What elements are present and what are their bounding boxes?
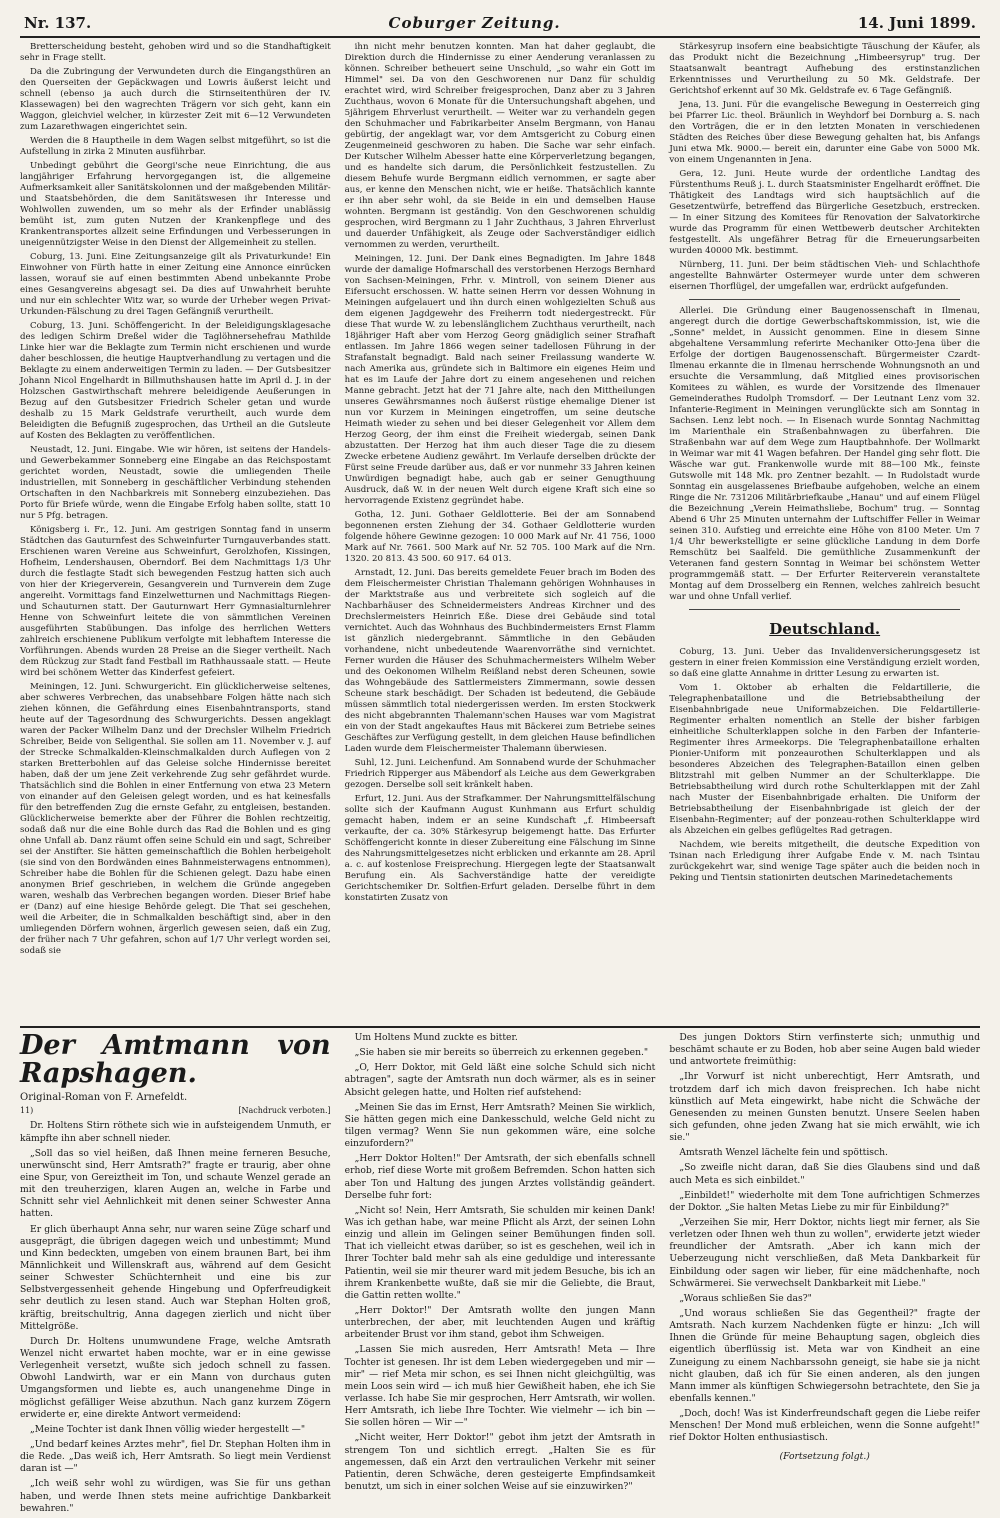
serial-paragraph: „Nicht so! Nein, Herr Amtsrath, Sie schulden mir keinen Dank! Was ich gethan habe, war meine Pflicht als Arzt, der seinen Lohn einzig und allein im Gelingen seiner Bemühungen finden soll. That ich vielleicht etwas darüber, so ist es geschehen, weil ich in Ihrer Tochter bald mehr sah als eine geduldige und interessante Patientin, weil sie mir theurer ward mit jedem Besuche, bis ich an ihrem Krankenbette wußte, daß sie mir die Geliebte, die Braut, die Gattin retten wollte." [344, 1204, 656, 1301]
serial-column-3 [669, 1032, 980, 1518]
issue-date: 14. Juni 1899. [857, 14, 976, 32]
issue-number: Nr. 137. [24, 14, 92, 32]
reprint-note-text: [Nachdruck verboten.] [238, 1105, 331, 1115]
serial-paragraph: „Lassen Sie mich ausreden, Herr Amtsrath! Meta — Ihre Tochter ist genesen. Ihr ist dem Leben wiedergegeben und mir — mir" — rief Meta mir schon, es sei Ihnen nicht gleichgültig, was mein Loos sein wird — ich muß hier Gewißheit haben, ehe ich Sie verlasse. Ich habe Sie mir gesprochen, Herr Amtsrath, wir wollen. Herr Amtsrath, ich liebe Ihre Tochter. Wie vielmehr — ich bin — Sie sollen hören — Wir —" [344, 1344, 656, 1429]
serial-paragraph: Um Holtens Mund zuckte es bitter. [354, 1032, 518, 1043]
news-article: Coburg, 13. Juni. Schöffengericht. In der Beleidigungsklagesache des ledigen Schirm Dreßel wider die Taglöhnersehefrau Mathilde Linke hier war die Beklagte zum Termin nicht erschienen und wurde daher beschlossen, die heutige Hauptverhandlung zu vertagen und die Beklagte zu einem anderweitigen Termin zu laden. — Der Gutsbesitzer Johann Nicol Engelhardt in Billmuthshausen hatte im April d. J. in der Holzschen Gastwirthschaft mehrere beleidigende Aeußerungen in Bezug auf den Gutsbesitzer Friedrich Scheler getan und wurde deshalb zu 15 Mark Geldstrafe verurtheilt, auch wurde dem Beleidigten die Befugniß zugesprochen, das Urtheil an die Gutsleute auf Kosten des Beklagten zu veröffentlichen. [20, 321, 331, 441]
section-heading: Deutschland. [769, 620, 881, 638]
serial-paragraph: Durch Dr. Holtens unumwundene Frage, welche Amtsrath Wenzel nicht erwartet haben mochte, war er in eine gewisse Verlegenheit versetzt, wußte sich jedoch schnell zu fassen. Obwohl Landwirth, war er ein Mann von durchaus guten Umgangsformen und liebte es, auch unangenehme Dinge in möglichst gefälliger Weise abzuthun. Nach ganz kurzem Zögern erwiderte er, eine direkte Antwort vermeidend: [20, 1335, 331, 1420]
news-article: Werden die 8 Hauptheile in dem Wagen selbst mitgeführt, so ist die Aufstellung in zirka 2 Minuten ausführbar. [20, 136, 331, 157]
news-article: Meiningen, 12. Juni. Der Dank eines Begnadigten. Im Jahre 1848 wurde der damalige Hofmarschall des verstorbenen Herzogs Bernhard von Sachsen-Meiningen, Frhr. v. Mintroll, von seinem Diener aus Eifersucht erschossen. W. hatte seinen Herrn vor dessen Wohnung in Meiningen aufgelauert und ihn durch einen wohlgezielten Schuß aus dem eigenen Jagdgewehr des Freiherrn todt niedergestreckt. Für diese That wurde W. zu lebenslänglichem Zuchthaus verurtheilt, nach 18jähriger Haft aber vom Herzog Georg gnädiglich seiner Strafhaft entlassen. Im Jahre 1866 wegen seiner tadellosen Führung in der Strafanstalt begnadigt. Bald nach seiner Freilassung wanderte W. nach Amerika aus, gründete sich in Baltimore ein eigenes Heim und hat es im Laufe der Jahre dort zu einem angesehenen und reichen Manne gebracht. Jetzt hat der 71 Jahre alte, nach den Mittheilungen unseres Gewährsmannes noch äußerst rüstige ehemalige Diener ist nun vor Kurzem in Meiningen eingetroffen, um seine deutsche Heimath wieder zu sehen und bei dieser Gelegenheit vor Allem dem Herzog Georg, der ihm einst die Freiheit wiedergab, seinen Dank abzustatten. Der Herzog hat ihm auch dieser Tage die zu diesem Zwecke erbetene Audienz gewährt. Im Verlaufe derselben drückte der Fürst seine Freude darüber aus, daß er vor nunmehr 33 Jahren keinen Unwürdigen begnadigt habe, auch gab er seiner Genugthuung Ausdruck, daß W. in der neuen Welt durch eigene Kraft sich eine so hervorragende Existenz gegründet habe. [344, 254, 656, 506]
serial-paragraph: Des jungen Doktors Stirn verfinsterte sich; unmuthig und beschämt schaute er zu Boden, hob aber seine Augen bald wieder und antwortete freimüthig: [669, 1032, 980, 1068]
serial-paragraph: „Einbildet!" wiederholte mit dem Tone aufrichtigen Schmerzes der Doktor. „Sie halten Metas Liebe zu mir für Einbildung?" [669, 1189, 980, 1213]
serial-paragraph: „Herr Doktor!" Der Amtsrath wollte den jungen Mann unterbrechen, der aber, mit leuchtenden Augen und kräftig arbeitender Brust vor ihm stand, gebot ihm Schweigen. [344, 1304, 656, 1341]
serial-subtitle: Original-Roman von F. Arnefeldt. [20, 1091, 188, 1103]
serial-part: 11) [20, 1105, 34, 1115]
feuilleton-divider [20, 1026, 980, 1028]
news-article: Jena, 13. Juni. Für die evangelische Bewegung in Oesterreich ging bei Pfarrer Lic. theol. Bräunlich in Weyhdorf bei Dornburg a. S. nach den Vorträgen, die er in den letzten Monaten in verschiedenen Städten des Reiches über diese Bewegung gehalten hat, bis Anfangs Juni etwa Mk. 9000.— bereit ein, darunter eine Gabe von 5000 Mk. von einem Ungenannten in Jena. [669, 100, 980, 165]
news-article: Unbedingt gebührt die Georgi'sche neue Einrichtung, die aus langjähriger Erfahrung hervorgegangen ist, die allgemeine Aufmerksamkeit aller Sanitätskolonnen und der maßgebenden Militär- und Staatsbehörden, die dem Sanitätswesen ihr Interesse und Wohlwollen zuwenden, um so mehr als der Erfinder unablässig bemüht ist, zum guten Nutzen der Krankenpflege und des Krankentransportes allzeit seine Erfindungen und Verbesserungen in uneigennützigster Weise in den Dienst der Allgemeinheit zu stellen. [20, 161, 331, 248]
serial-text-1 [20, 1120, 331, 1514]
feuilleton-section [20, 1030, 980, 1514]
serial-paragraph: „Und bedarf keines Arztes mehr", fiel Dr. Stephan Holten ihm in die Rede. „Das weiß ich, Herr Amtsrath. So liegt mein Verdienst daran ist —" [20, 1438, 331, 1475]
news-article: Nachdem, wie bereits mitgetheilt, die deutsche Expedition von Tsinan nach Erledigung ihrer Aufgabe Ende v. M. nach Tsintau zurückgekehrt war, sind wenige Tage später auch die beiden noch in Peking und Tientsin stationirten deutschen Marinedetachements [669, 840, 980, 884]
serial-paragraph: „Nicht weiter, Herr Doktor!" gebot ihm jetzt der Amtsrath in strengem Ton und sichtlich erregt. „Halten Sie es für angemessen, daß ein Arzt den vertraulichen Verkehr mit seiner Patientin, deren Schwäche, deren gesteigerte Empfindsamkeit benutzt, um sich in einer solchen Weise auf sie einzuwirken?" [344, 1432, 656, 1492]
news-article: Gotha, 12. Juni. Gothaer Geldlotterie. Bei der am Sonnabend begonnenen ersten Ziehung der 34. Gothaer Geldlotterie wurden folgende höhere Gewinne gezogen: 10 000 Mark auf Nr. 41 756, 1000 Mark auf Nr. 7661. 500 Mark auf Nr. 52 705. 100 Mark auf die Nrn. 1320. 20 813. 43 500. 60 917. 64 013. [344, 510, 656, 564]
news-article: Neustadt, 12. Juni. Eingabe. Wie wir hören, ist seitens der Handels- und Gewerbekammer Sonneberg eine Eingabe an das Reichspostamt gerichtet worden, Neustadt, sowie die umliegenden Theile industriellen, mit Sonneberg in geschäftlicher Verbindung stehenden Ortschaften in den Nachbarkreis mit Sonneberg einzubeziehen. Das Porto für Briefe würde, wenn die Eingabe Erfolg haben sollte, statt 10 nur 5 Pfg. betragen. [20, 445, 331, 521]
serial-paragraph: „Ihr Vorwurf ist nicht unberechtigt, Herr Amtsrath, und trotzdem darf ich mich davon freisprechen. Ich habe nicht künstlich auf Meta eingewirkt, habe nicht die Schwäche der Genesenden zu meinen Gunsten benutzt. Unsere Seelen haben sich gefunden, ohne jeden Zwang hat sie mich erwählt, wie ich sie." [669, 1071, 980, 1144]
news-column-1 [20, 42, 331, 1022]
news-article: Da die Zubringung der Verwundeten durch die Eingangsthüren an den Querseiten der Gepäckwagen und Lowris äußerst leicht und schnell (ebenso ja auch durch die Stirnseitenthüren der IV. Klassewagen) bei den wagrechten Trägern vor sich geht, kann ein Waggon, gleichviel welcher, in kürzester Zeit mit 6—12 Verwundeten zum Lazarethwagen eingerichtet sein. [20, 67, 331, 132]
serial-column-1 [20, 1032, 331, 1518]
news-article: Gera, 12. Juni. Heute wurde der ordentliche Landtag des Fürstenthums Reuß j. L. durch Staatsminister Engelhardt eröffnet. Die Thätigkeit des Landtags wird sich hauptsächlich auf die Gesetzentwürfe, betreffend das Bürgerliche Gesetzbuch, erstrecken. — In einer Sitzung des Komitees für Renovation der Salvatorkirche wurde das Programm für einen Wettbewerb deutscher Architekten festgestellt. Als ungefährer Betrag für die Erneuerungsarbeiten wurden 40000 Mk. bestimmt. [669, 169, 980, 256]
serial-text-3 [669, 1032, 980, 1445]
news-article: ihn nicht mehr benutzen konnten. Man hat daher geglaubt, die Direktion durch die Hindernisse zu einer Aenderung veranlassen zu können. Schreiber betheuert seine Unschuld, „so wahr ein Gott im Himmel" sei. Da von den Geschworenen nur Danz für schuldig erachtet wird, wird Schreiber freigesprochen, Danz aber zu 3 Jahren Zuchthaus, wovon 6 Monate für die Untersuchungshaft abgehen, und 5jährigem Ehrverlust verurtheilt. — Weiter war zu verhandeln gegen den Schuhmacher und Fabrikarbeiter Anselm Bergmann, von Hanau gebürtig, der angeklagt war, vor dem Amtsgericht zu Coburg einen Zeugenmeineid geschworen zu haben. Die Sache war sehr einfach. Der Kutscher Wilhelm Abesser hatte eine Körperverletzung begangen, und es handelte sich darum, die Persönlichkeit festzustellen. Zu diesem Behufe wurde Bergmann eidlich vernommen, er sagte aber aus, er kenne den Menschen nicht, wie er heiße. Thatsächlich kannte er ihn aber sehr wohl, da sie Beide in ein und demselben Hause wohnten. Bergmann ist geständig. Von den Geschworenen schuldig gesprochen, wird Bergmann zu 1 Jahr Zuchthaus, 3 Jahren Ehrverlust und dauerder Unfähigkeit, als Zeuge oder Sachverständiger eidlich vernommen zu werden, verurtheilt. [344, 42, 656, 250]
section-rule [689, 299, 960, 300]
news-article: Arnstadt, 12. Juni. Das bereits gemeldete Feuer brach im Boden des dem Fleischermeister Christian Thalemann gehörigen Wohnhauses in der Marktstraße aus und verbreitete sich sogleich auf die Nachbarhäuser des Schneidermeisters Andreas Kirchner und des Drechslermeisters Heinrich Eße. Diese drei Gebäude sind total vernichtet. Auch das Wohnhaus des Buchbindermeisters Ernst Flamm ist gänzlich niedergebrannt. Sämmtliche in den Gebäuden vorhandene, nicht unbedeutende Waarenvorräthe sind vernichtet. Ferner wurden die Häuser des Schuhmachermeisters Wilhelm Weber und des Oekonomen Wilhelm Reißland nebst deren Scheunen, sowie das Wohngebäude des Sattlermeisters Zimmermann, sowie dessen Scheune stark beschädigt. Der Schaden ist bedeutend, die Gebäude müssen sämmtlich total niedergerissen werden. Im ersten Stockwerk des nicht abgebrannten Thalemann'schen Hauses war vom Magistrat ein von der Stadt angekauftes Haus mit Bäckerei zum Betriebe seines Geschäftes zur Verfügung gestellt, in dem gleichen Hause befindlichen Laden wurde dem Fleischermeister Thalemann überwiesen. [344, 568, 656, 754]
serial-paragraph: Amtsrath Wenzel lächelte fein und spöttisch. [679, 1147, 888, 1159]
news-column-2 [345, 42, 656, 1022]
serial-paragraph: „Verzeihen Sie mir, Herr Doktor, nichts liegt mir ferner, als Sie verletzen oder Ihnen weh thun zu wollen", erwiderte jetzt wieder freundlicher der Amtsrath. „Aber ich kann mich der Ueberzeugung nicht verschließen, daß Meta Dankbarkeit für Einbildung oder sagen wir lieber, für eine mädchenhafte, noch Schwärmerei. Sie verwechselt Dankbarkeit mit Liebe." [669, 1216, 980, 1289]
news-column-3 [669, 42, 980, 1022]
serial-title: Der Amtmann von Rapshagen. [20, 1030, 331, 1090]
masthead [20, 8, 980, 38]
news-article: Stärkesyrup insofern eine beabsichtigte Täuschung der Käufer, als das Produkt nicht die Bezeichnung „Himbeersyrup" trug. Der Staatsanwalt beantragt Aufhebung des erstinstanzlichen Erkenntnisses und Verurtheilung zu 50 Mk. Geldstrafe. Der Gerichtshof erkennt auf 30 Mk. Geldstrafe ev. 6 Tage Gefängniß. [669, 42, 980, 96]
serial-paragraph: Er glich überhaupt Anna sehr, nur waren seine Züge scharf und ausgeprägt, die übrigen dagegen weich und unbestimmt; Mund und Kinn bedeckten, umgeben von einem braunen Bart, bei ihm Männlichkeit und Willenskraft aus, während auf dem Gesicht seiner Schwester Schüchternheit und eine bis zur Selbstvergessenheit gehende Hingebung und Opferfreudigkeit sehr deutlich zu lesen stand. Auch war Stephan Holten groß, kräftig, breitschultrig, Anna dagegen zierlich und nicht über Mittelgröße. [20, 1223, 331, 1332]
section-rule [689, 609, 960, 610]
serial-paragraph: „Ich weiß sehr wohl zu würdigen, was Sie für uns gethan haben, und werde Ihnen stets meine aufrichtige Dankbarkeit bewahren." [20, 1478, 331, 1514]
serial-paragraph: „Sie haben sie mir bereits so überreich zu erkennen gegeben." [354, 1047, 649, 1059]
serial-paragraph: „Soll das so viel heißen, daß Ihnen meine ferneren Besuche, unerwünscht sind, Herr Amtsrath?" fragte er traurig, aber ohne eine Spur, von Gereiztheit im Ton, und schaute Wenzel gerade an mit den treuherzigen, klaren Augen an, welche in Farbe und Schnitt sehr viel Aehnlichkeit mit denen seiner Schwester Anna hatten. [20, 1147, 331, 1220]
news-article: Vom 1. Oktober ab erhalten die Feldartillerie, die Telegraphenbataillone und die Betriebsabtheilung der Eisenbahnbrigade neue Uniformabzeichen. Die Feldartillerie-Regimenter erhalten nomentlich an Stelle der bisher farbigen einheitliche Schulterklappen solche in den Farben der Infanterie-Regimenter ihres Armeekorps. Die Telegraphenbataillone erhalten Pionier-Uniform mit ponzeaurothen Schulterklappen und als besonderes Abzeichen des Telegraphen-Bataillon einen gelben Blitzstrahl mit gelben Nummer an der Schulterklappe. Die Betriebsabtheilung wird durch rothe Schulterklappen mit der Zahl nach Muster der Eisenbahnbrigade erhalten. Die Uniform der Betriebsabtheilung der Eisenbahnbrigade ist gleich der der Eisenbahn-Regimenter; auf der ponzeau-rothen Schulterklappe wird als Abzeichen ein gelbes geflügeltes Rad getragen. [669, 683, 980, 837]
reprint-note [20, 1106, 331, 1117]
serial-column-2 [345, 1032, 656, 1518]
continued-note: (Fortsetzung folgt.) [779, 1450, 870, 1462]
news-article: Nürnberg, 11. Juni. Der beim städtischen Vieh- und Schlachthofe angestellte Bahnwärter Ostermeyer wurde unter dem schweren eisernen Thorflügel, der umgefallen war, erdrückt aufgefunden. [669, 260, 980, 292]
serial-paragraph: „Und woraus schließen Sie das Gegentheil?" fragte der Amtsrath. Nach kurzem Nachdenken fügte er hinzu: „Ich will Ihnen die Gründe für meine Behauptung sagen, obgleich dies eigentlich überflüssig ist. Meta war von Kindheit an eine Zuneigung zu einem Nachbarssohn geneigt, sie habe sie ja nicht nicht glauben, daß ich für Sie einen anderen, als den jungen Mann immer als künftigen Schwiegersohn betrachtete, den Sie ja ebenfalls kennen." [669, 1307, 980, 1404]
news-article: Coburg, 13. Juni. Ueber das Invalidenversicherungsgesetz ist gestern in einer freien Kommission eine Verständigung erzielt worden, so daß eine glatte Annahme in dritter Lesung zu erwarten ist. [669, 647, 980, 680]
serial-paragraph: „Woraus schließen Sie das?" [679, 1292, 812, 1304]
news-article: Suhl, 12. Juni. Leichenfund. Am Sonnabend wurde der Schuhmacher Friedrich Ripperger aus Mäbendorf als Leiche aus dem Gewerkgraben gezogen. Derselbe soll seit kränkelt haben. [344, 758, 656, 790]
newspaper-page [20, 0, 980, 1514]
serial-paragraph: Dr. Holtens Stirn röthete sich wie in aufsteigendem Unmuth, er kämpfte ihn aber schnell nieder. [20, 1120, 331, 1144]
news-article: Bretterscheidung besteht, gehoben wird und so die Standhaftigkeit sehr in Frage stellt. [20, 42, 331, 63]
paper-title: Coburger Zeitung. [388, 14, 561, 32]
news-article: Meiningen, 12. Juni. Schwurgericht. Ein glücklicherweise seltenes, aber schweres Verbrechen, das unabsehbare Folgen hätte nach sich ziehen können, die Gefährdung eines Eisenbahntransports, stand heute auf der Tagesordnung des Schwurgerichts. Dessen angeklagt waren der Packer Wilhelm Danz und der Drechsler Wilhelm Friedrich Schreiber, Beide von Seligenthal. Sie sollen am 11. November v. J. auf der Strecke Schmalkalden-Kleinschmalkalden durch Auflegen von 2 starken Bretterbohlen auf das Geleise solche Hindernisse bereitet haben, daß der um jene Zeit verkehrende Zug sehr gefährdet wurde. Thatsächlich sind die Bohlen in einer Entfernung von etwa 23 Metern von einander auf den Geleisen gelegt worden, und es hat keinesfalls für den betreffenden Zug die ernste Gefahr, zu entgleisen, bestanden. Glücklicherweise bemerkte aber der Führer die Bohlen rechtzeitig, sodaß daß nur die eine Bohle durch das Rad die Bohlen und es ging ohne Unfall ab. Danz räumt offen seine Schuld ein und sagt, Schreiber sei der Anstifter. Sie hätten gemeinschaftlich die Bohlen herbeigeholt (sie sind von den Bordwänden eines Bahnmeisterwagens entnommen), Schreiber habe die Bohlen für die Schienen gelegt. Dazu habe einen anonymen Brief geschrieben, in welchem die Gründe angegeben waren, weshalb das Verbrechen begangen worden. Dieser Brief habe er (Danz) auf eine hiesige Behörde gelegt. Die That sei geschehen, weil die Arbeiter, die in Schmalkalden beschäftigt sind, aber in den umliegenden Dörfern wohnen, ärgerlich gewesen seien, daß ein Zug, der früher nach 7 Uhr gefahren, schon auf 1/7 Uhr verlegt worden sei, sodaß sie [20, 682, 331, 956]
serial-paragraph: „Meine Tochter ist dank Ihnen völlig wieder hergestellt —" [30, 1423, 306, 1435]
serial-paragraph: „Doch, doch! Was ist Kinderfreundschaft gegen die Liebe reifer Menschen! Der Mond muß erbleichen, wenn die Sonne aufgeht!" rief Doktor Holten enthusiastisch. [669, 1408, 980, 1444]
serial-paragraph: „Herr Doktor Holten!" Der Amtsrath, der sich ebenfalls schnell erhob, rief diese Worte mit großem Befremden. Schon hatten sich aber Ton und Haltung des jungen Arztes vollständig geändert. Derselbe fuhr fort: [344, 1153, 656, 1201]
news-article: Coburg, 13. Juni. Eine Zeitungsanzeige gilt als Privaturkunde! Ein Einwohner von Fürth hatte in einer Zeitung eine Annonce einrücken lassen, worauf sie auf einen bestimmten Abend unbekannte Probe eines Gesangvereins abgesagt sei. Da dies auf Unwahrheit beruhte und nur ein schlechter Witz war, so wurde der Urheber wegen Privat-Urkunden-Fälschung zu drei Tagen Gefängniß verurtheilt. [20, 252, 331, 317]
news-section [20, 42, 980, 1022]
serial-paragraph: „So zweifle nicht daran, daß Sie dies Glaubens sind und daß auch Meta es sich einbildet." [669, 1162, 980, 1186]
serial-paragraph: „O, Herr Doktor, mit Geld läßt eine solche Schuld sich nicht abtragen", sagte der Amtsrath nun doch wärmer, als es in seiner Absicht gelegen hatte, und Holten rief aufstehend: [344, 1062, 656, 1098]
serial-paragraph: „Meinen Sie das im Ernst, Herr Amtsrath? Meinen Sie wirklich, Sie hätten gegen mich eine Dankesschuld, welche Geld nicht zu tilgen vermag? Wenn Sie nun gekommen wäre, eine solche einzufordern?" [344, 1101, 656, 1150]
news-article: Allerlei. Die Gründung einer Baugenossenschaft in Ilmenau, angeregt durch die dortige Gewerbschaftskommission, ist, wie die „Sonne" meldet, in Aussicht genommen. Eine in diesem Sinne abgehaltene Versammlung referirte Mechaniker Otto-Jena über die Erfolge der dortigen Baugenossenschaft. Bürgermeister Czardt-Ilmenau erkannte die in Ilmenau herrschende Wohnungsnoth an und ersuchte die Versammlung, daß Mitglied eines provisorischen Komitees zu wählen, es wurde der Vorsitzende des Ilmenauer Gemeinderathes Rudolph Tromsdorf. — Der Leutnant Lenz vom 32. Infanterie-Regiment in Meiningen verunglückte sich am Sonntag in Sachsen. Lenz lebt noch. — In Eisenach wurde Sonntag Nachmittag im Marienthale ein Straßenbahnwagen zu überfahren. Die Straßenbahn war auf dem Wege zum Hauptbahnhofe. Der Wollmarkt in Weimar war mit 41 Wagen befahren. Der Handel ging sehr flott. Die Wäsche war gut. Frankenwolle wurde mit 88—100 Mk., feinste Gutswolle mit 148 Mk. pro Zentner bezahlt. — In Rudolstadt wurde Sonntag ein ausgelassenes Briefbaube aufgehoben, welche an einem Ringe die Nr. 731206 Militärbriefkaube „Hanau" und auf einem Flügel die Bezeichnung „Verein Heimathsliebe, Bochum" trug. — Sonntag Abend 6 Uhr 25 Minuten unternahm der Luftschiffer Feller in Weimar seinen 310. Aufstieg und erreichte eine Höhe von 8100 Meter. Um 7 1/4 Uhr bewerkstelligte er seine glückliche Landung in dem Dorfe Remschütz bei Saalfeld. Die gemüthliche Zusammenkunft der Veteranen fand gestern Sonntag in Weimar bei schönstem Wetter programmgemäß statt. — Der Erfurter Reiterverein veranstaltete Montag auf dem Drosselberg ein Rennen, welches zahlreich besucht war und ohne Unfall verlief. [669, 306, 980, 602]
news-article: Erfurt, 12. Juni. Aus der Strafkammer. Der Nahrungsmittelfälschung sollte sich der Kaufmann August Kunhmann aus Erfurt schuldig gemacht haben, indem er an seine Kundschaft „f. Himbeersaft verkaufte, der ca. 30% Stärkesyrup beigemengt hatte. Das Erfurter Schöffengericht konnte in dieser Zubereitung eine Fälschung im Sinne des Nahrungsmittelgesetzes nicht erblicken und erkannte am 28. April a. c. auf kostenlose Freisprechung. Hiergegen legte der Staatsanwalt Berufung ein. Als Sachverständige hatte der vereidigte Gerichtschemiker Dr. Soltfien-Erfurt geladen. Derselbe führt in dem konstatirten Zusatz von [344, 794, 656, 903]
news-article: Königsberg i. Fr., 12. Juni. Am gestrigen Sonntag fand in unserm Städtchen das Gauturnfest des Schweinfurter Turngauverbandes statt. Erschienen waren Vereine aus Schweinfurt, Gerolzhofen, Kissingen, Hofheim, Lendershausen, Oberndorf. Bei dem Nachmittags 1/3 Uhr durch die festlagte Stadt sich bewegenden Festzug hatten sich auch von hier der Kriegerverein, Gesangverein und Turnverein dem Zuge angereiht. Vormittags fand Einzelwetturnen und Nachmittags Riegen- und Schauturnen statt. Der Gauturnwart Herr Gymnasialturnlehrer Henne von Schweinfurt leitete die von sämmtlichen Vereinen ausgeführten Stabübungen. Das infolge des herrlichen Wetters zahlreich erschienene Publikum verfolgte mit lebhaftem Interesse die Vorführungen. Abends wurden 28 Preise an die Sieger vertheilt. Nach dem Rückzug zur Stadt fand Festball im Rathhaussaale statt. — Heute wird bei schönem Wetter das Kinderfest gefeiert. [20, 525, 331, 678]
